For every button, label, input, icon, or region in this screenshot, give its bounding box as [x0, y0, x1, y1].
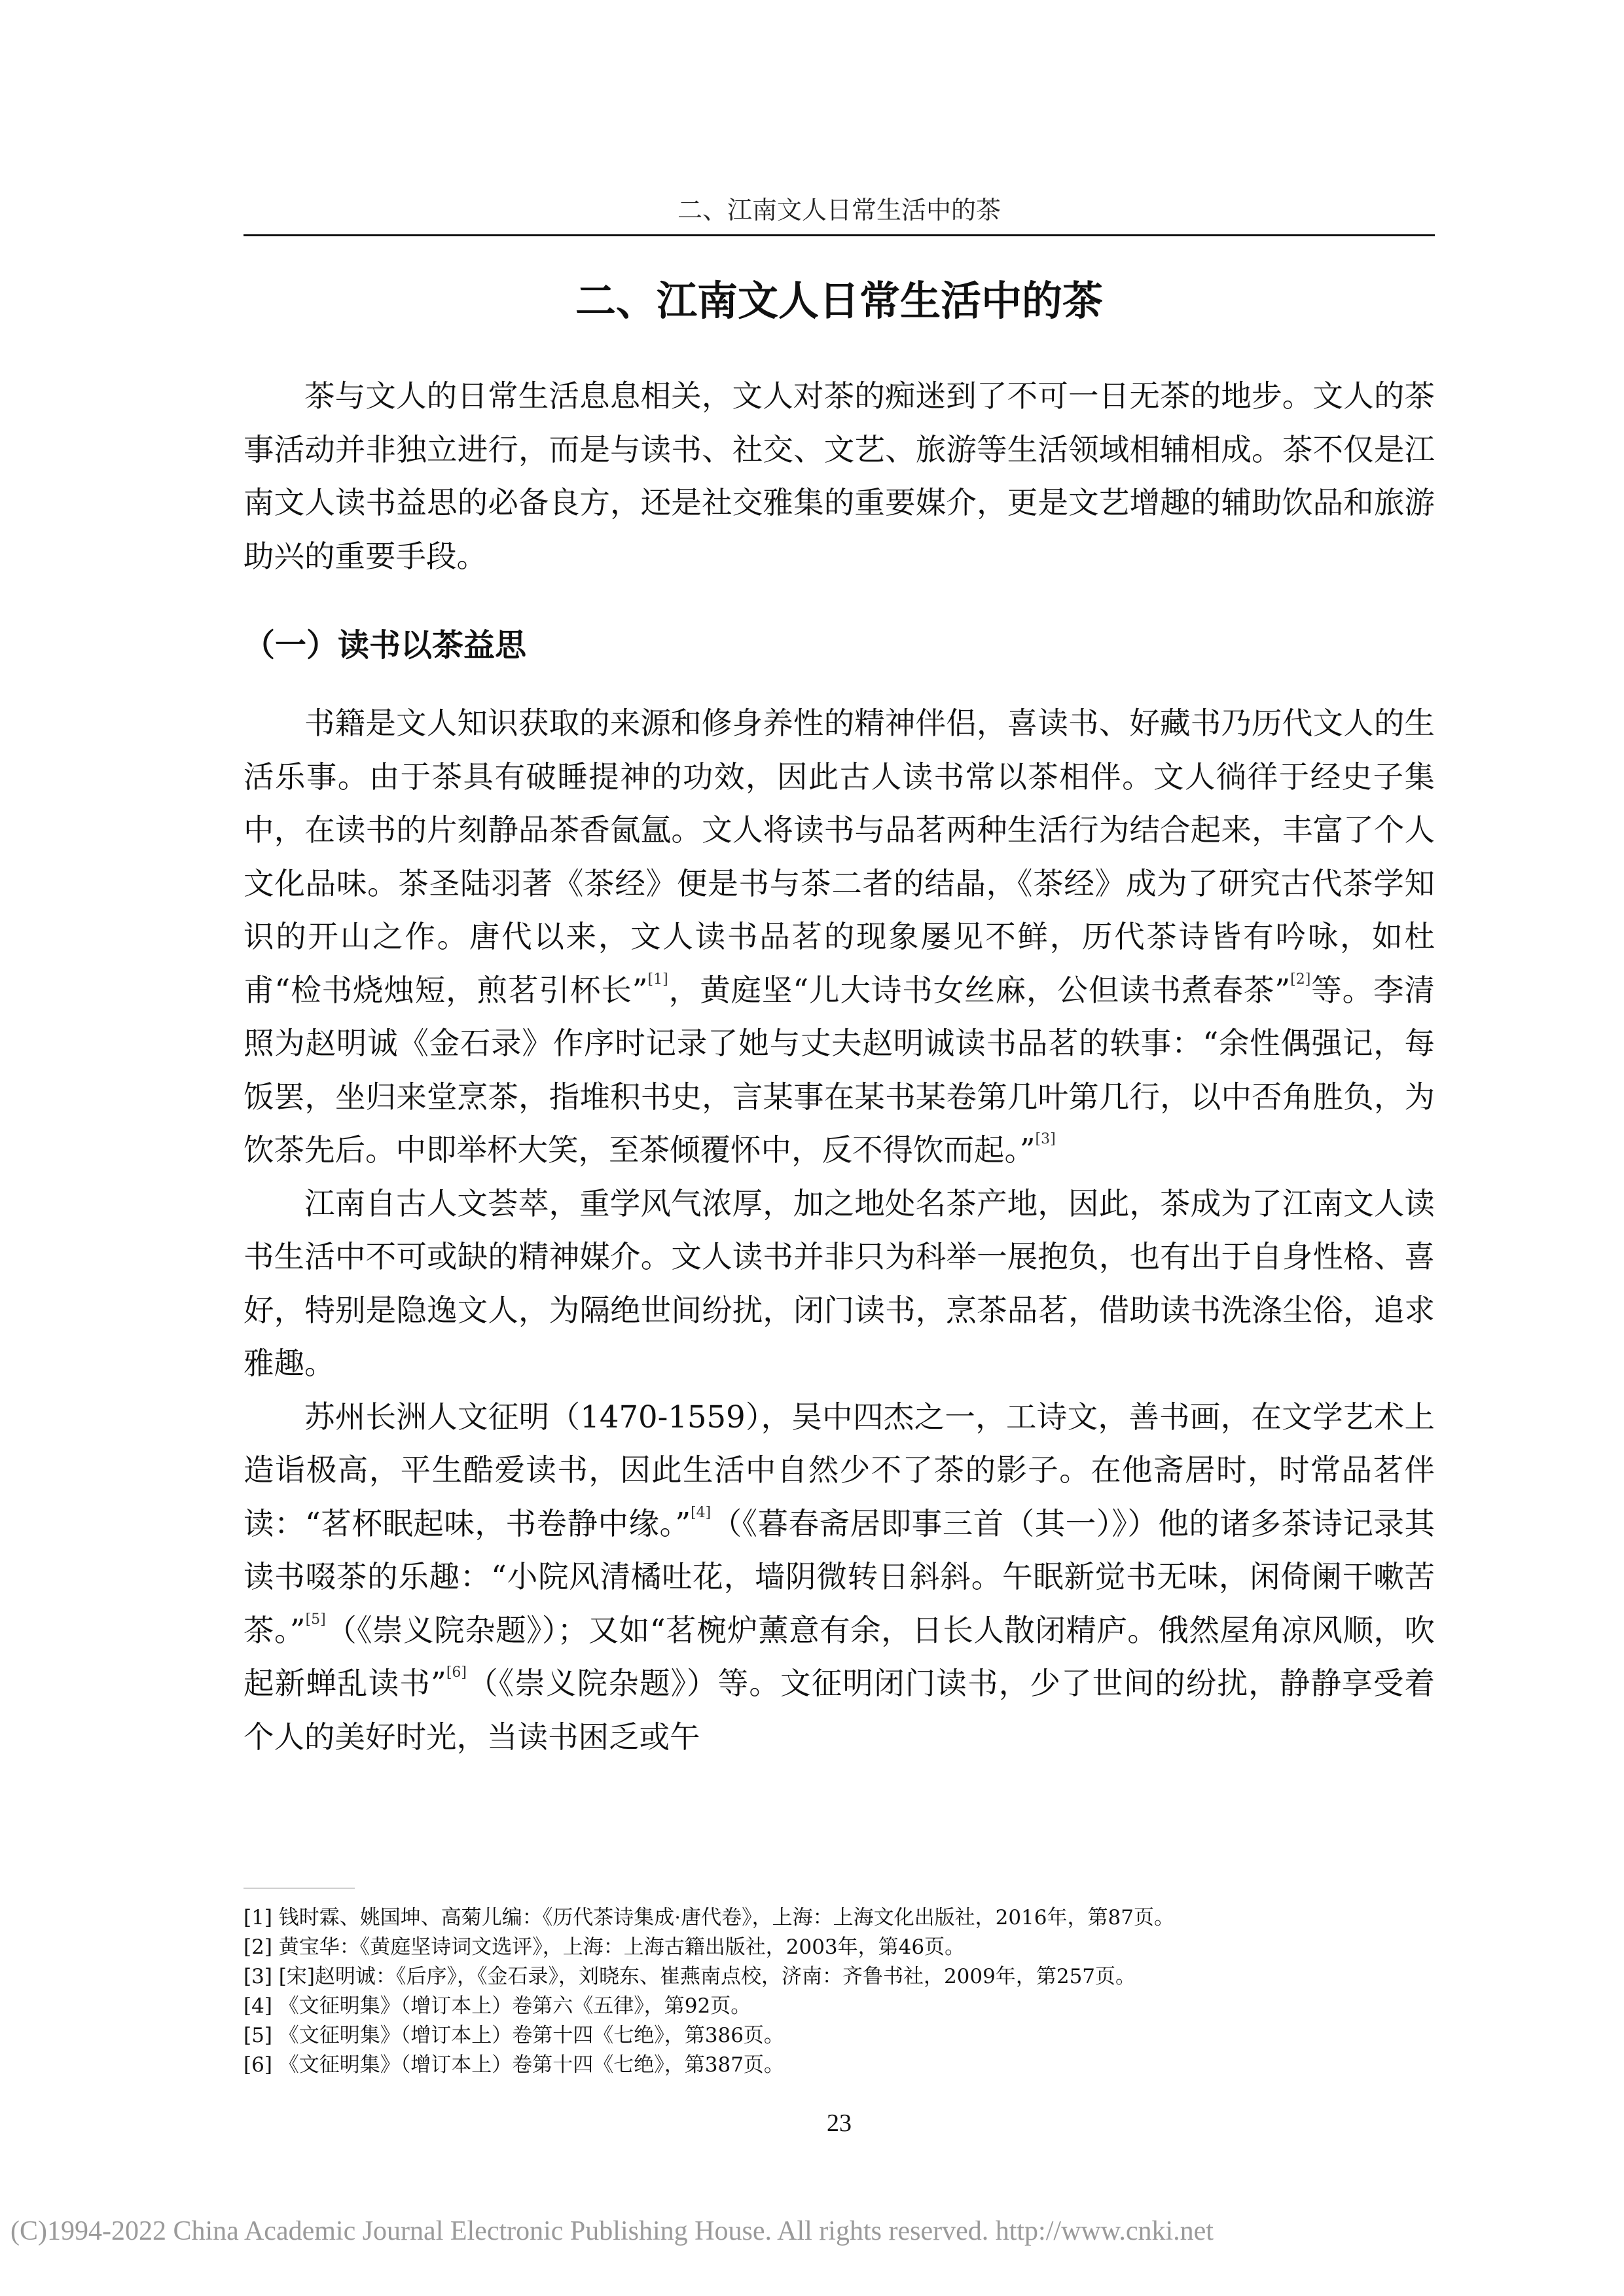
footnote-3: [3] [宋]赵明诚：《后序》，《金石录》，刘晓东、崔燕南点校，济南：齐鲁书社，2009年，第257页。 — [244, 1965, 1136, 1988]
text-segment: （《暮春斋居即事三首（其一）》）他的诸多茶诗记录其读书啜茶的乐趣：“小院风清橘吐花，墙阴微转日斜斜。午眠新觉书无味，闲倚阑干嗽苦茶。” — [244, 1505, 1435, 1648]
footnote-ref-5[interactable]: [5] — [305, 1611, 326, 1628]
section-body — [244, 697, 1435, 1764]
footnote-6: [6] 《文征明集》（增订本上）卷第十四《七绝》，第387页。 — [244, 2053, 784, 2077]
chapter-intro — [244, 370, 1435, 583]
paragraph-3 — [244, 1391, 1435, 1765]
running-header: 二、江南文人日常生活中的茶 — [677, 196, 1001, 224]
footnote-ref-1[interactable]: [1] — [647, 971, 668, 988]
text-segment: ，黄庭坚“儿大诗书女丝麻，公但读书煮春茶” — [668, 972, 1291, 1008]
paragraph-1 — [244, 697, 1435, 1177]
footnote-1: [1] 钱时霖、姚国坤、高菊儿编：《历代茶诗集成·唐代卷》，上海：上海文化出版社，2016年，第87页。 — [244, 1906, 1174, 1929]
footnote-ref-6[interactable]: [6] — [446, 1664, 467, 1681]
paragraph-2: 江南自古人文荟萃，重学风气浓厚，加之地处名茶产地，因此，茶成为了江南文人读书生活中不可或缺的精神媒介。文人读书并非只为科举一展抱负，也有出于自身性格、喜好，特别是隐逸文人，为隔绝世间纷扰，闭门读书，烹茶品茗，借助读书洗涤尘俗，追求雅趣。 — [244, 1185, 1435, 1381]
text-segment: （《崇义院杂题》）；又如“茗椀炉薰意有余，日长人散闭精庐。俄然屋角凉风顺，吹起新蝉乱读书” — [244, 1612, 1435, 1701]
intro-paragraph: 茶与文人的日常生活息息相关，文人对茶的痴迷到了不可一日无茶的地步。文人的茶事活动并非独立进行，而是与读书、社交、文艺、旅游等生活领域相辅相成。茶不仅是江南文人读书益思的必备良方，还是社交雅集的重要媒介，更是文艺增趣的辅助饮品和旅游助兴的重要手段。 — [244, 378, 1435, 574]
footnotes — [244, 1903, 1435, 2080]
chapter-title: 二、江南文人日常生活中的茶 — [575, 277, 1103, 325]
footnote-5: [5] 《文征明集》（增订本上）卷第十四《七绝》，第386页。 — [244, 2024, 784, 2047]
header-divider — [244, 234, 1435, 236]
page-number: 23 — [827, 2109, 852, 2137]
footnote-4: [4] 《文征明集》（增订本上）卷第六《五律》，第92页。 — [244, 1994, 751, 2018]
copyright-notice: (C)1994-2022 China Academic Journal Electronic Publishing House. All rights reserved. http://www.cnki.net — [10, 2216, 1214, 2246]
text-segment: 等。李清照为赵明诚《金石录》作序时记录了她与丈夫赵明诚读书品茗的轶事：“余性偶强记，每饭罢，坐归来堂烹茶，指堆积书史，言某事在某书某卷第几叶第几行，以中否角胜负，为饮茶先后。中即举杯大笑，至茶倾覆怀中，反不得饮而起。” — [244, 972, 1435, 1168]
footnote-2: [2] 黄宝华：《黄庭坚诗词文选评》，上海：上海古籍出版社，2003年，第46页。 — [244, 1935, 965, 1959]
text-segment: 书籍是文人知识获取的来源和修身养性的精神伴侣，喜读书、好藏书乃历代文人的生活乐事。由于茶具有破睡提神的功效，因此古人读书常以茶相伴。文人徜徉于经史子集中，在读书的片刻静品茶香氤氲。文人将读书与品茗两种生活行为结合起来，丰富了个人文化品味。茶圣陆羽著《茶经》便是书与茶二者的结晶，《茶经》成为了研究古代茶学知识的开山之作。唐代以来，文人读书品茗的现象屡见不鲜，历代茶诗皆有吟咏，如杜甫“检书烧烛短，煎茗引杯长” — [244, 706, 1435, 1008]
section-heading: （一）读书以茶益思 — [244, 627, 527, 664]
footnote-ref-3[interactable]: [3] — [1035, 1131, 1056, 1147]
footnote-divider — [244, 1888, 355, 1889]
text-segment: （《崇义院杂题》）等。文征明闭门读书，少了世间的纷扰，静静享受着个人的美好时光，当读书困乏或午 — [244, 1666, 1435, 1755]
text-segment: 苏州长洲人文征明（1470-1559），吴中四杰之一，工诗文，善书画，在文学艺术上造诣极高，平生酷爱读书，因此生活中自然少不了茶的影子。在他斋居时，时常品茗伴读：“茗杯眠起味，书卷静中缘。” — [244, 1399, 1435, 1541]
footnote-ref-2[interactable]: [2] — [1290, 971, 1311, 988]
footnote-ref-4[interactable]: [4] — [691, 1504, 712, 1521]
